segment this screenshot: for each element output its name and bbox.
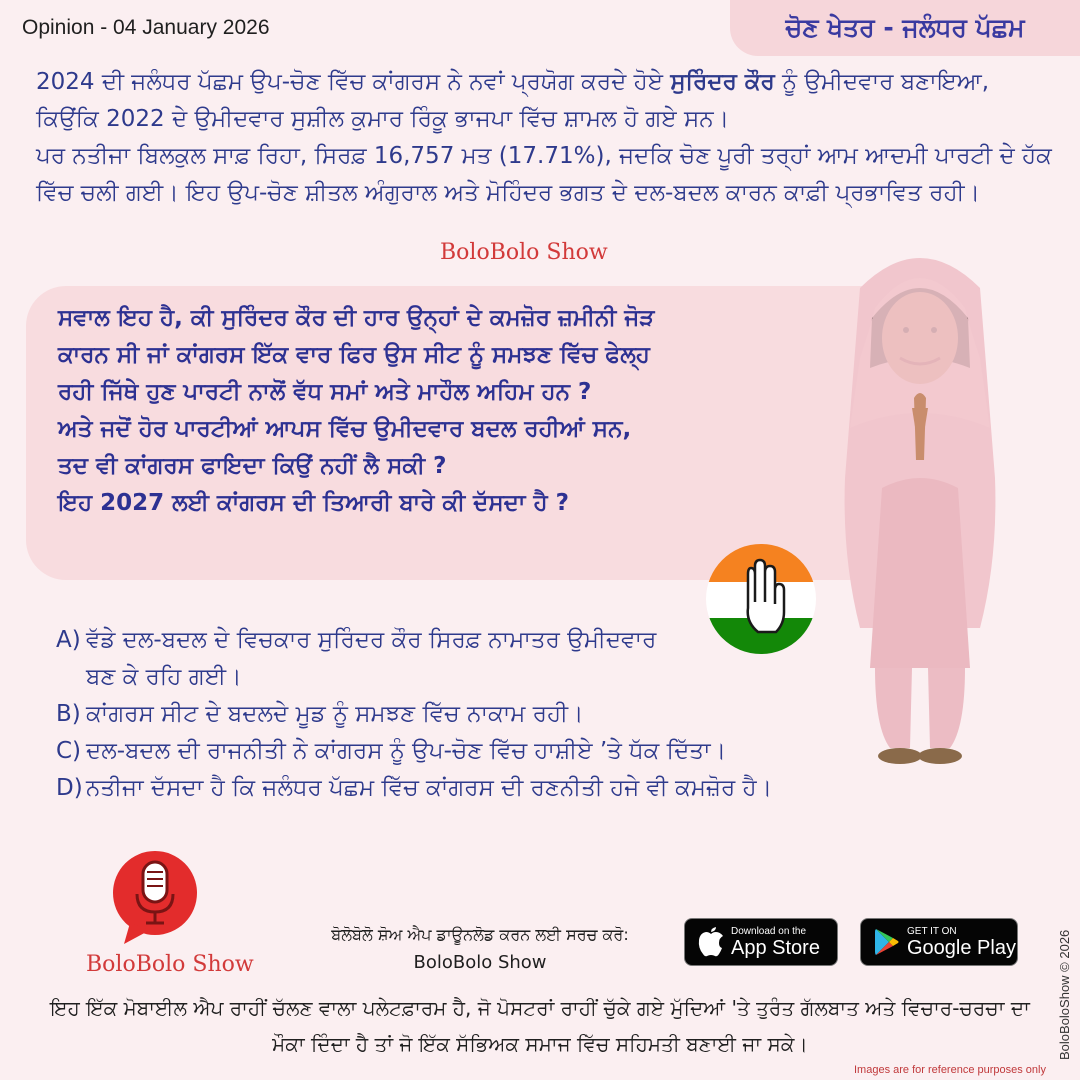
option-c[interactable]	[56, 733, 936, 770]
option-text: ਨਤੀਜਾ ਦੱਸਦਾ ਹੈ ਕਿ ਜਲੰਧਰ ਪੱਛਮ ਵਿੱਚ ਕਾਂਗਰਸ ਦੀ ਰਣਨੀਤੀ ਹਜੇ ਵੀ ਕਮਜ਼ੋਰ ਹੈ।	[86, 775, 773, 801]
google-play-small: GET IT ON	[907, 925, 957, 937]
option-letter: C)	[56, 738, 82, 764]
intro-part-3: ਪਰ ਨਤੀਜਾ ਬਿਲਕੁਲ ਸਾਫ਼ ਰਿਹਾ, ਸਿਰਫ਼ 16,757 ਮਤ (17.71%), ਜਦਕਿ ਚੋਣ ਪੂਰੀ ਤਰ੍ਹਾਂ ਆਮ ਆਦਮੀ ਪਾਰਟੀ ਦੇ ਹੱਕ ਵਿੱਚ ਚਲੀ ਗਈ। ਇਹ ਉਪ-ਚੋਣ ਸ਼ੀਤਲ ਅੰਗੁਰਾਲ ਅਤੇ ਮੋਹਿੰਦਰ ਭਗਤ ਦੇ ਦਲ-ਬਦਲ ਕਾਰਨ ਕਾਫ਼ੀ ਪ੍ਰਭਾਵਿਤ ਰਹੀ।	[36, 143, 1052, 206]
question-line: ਰਹੀ ਜਿੱਥੇ ਹੁਣ ਪਾਰਟੀ ਨਾਲੋਂ ਵੱਧ ਸਮਾਂ ਅਤੇ ਮਾਹੌਲ ਅਹਿਮ ਹਨ ?	[58, 379, 592, 405]
download-instruction: ਬੋਲੋਬੋਲੋ ਸ਼ੋਅ ਐਪ ਡਾਊਨਲੋਡ ਕਰਨ ਲਈ ਸਰਚ ਕਰੋ:	[331, 925, 629, 944]
footer-description: ਇਹ ਇੱਕ ਮੋਬਾਈਲ ਐਪ ਰਾਹੀਂ ਚੱਲਣ ਵਾਲਾ ਪਲੇਟਫ਼ਾਰਮ ਹੈ, ਜੋ ਪੋਸਟਰਾਂ ਰਾਹੀਂ ਚੁੱਕੇ ਗਏ ਮੁੱਦਿਆਂ 'ਤੇ ਤੁਰੰਤ ਗੱਲਬਾਤ ਅਤੇ ਵਿਚਾਰ-ਚਰਚਾ ਦਾ ਮੌਕਾ ਦਿੰਦਾ ਹੈ ਤਾਂ ਜੋ ਇੱਕ ਸੱਭਿਅਕ ਸਮਾਜ ਵਿੱਚ ਸਹਿਮਤੀ ਬਣਾਈ ਜਾ ਸਕੇ।	[50, 996, 1030, 1056]
question-line: ਇਹ 2027 ਲਈ ਕਾਂਗਰਸ ਦੀ ਤਿਆਰੀ ਬਾਰੇ ਕੀ ਦੱਸਦਾ ਹੈ ?	[58, 490, 569, 516]
option-text: ਵੱਡੇ ਦਲ-ਬਦਲ ਦੇ ਵਿਚਕਾਰ ਸੁਰਿੰਦਰ ਕੌਰ ਸਿਰਫ਼ ਨਾਮਾਤਰ ਉਮੀਦਵਾਰ ਬਣ ਕੇ ਰਹਿ ਗਈ।	[86, 627, 657, 690]
option-d[interactable]	[56, 770, 936, 807]
copyright-text: BoloBoloShow © 2026	[1057, 929, 1072, 1060]
question-text	[58, 300, 838, 522]
microphone-icon	[110, 848, 210, 948]
candidate-name: ਸੁਰਿੰਦਰ ਕੌਰ	[670, 69, 775, 95]
brand-watermark: BoloBolo Show	[440, 240, 608, 265]
question-line: ਅਤੇ ਜਦੋਂ ਹੋਰ ਪਾਰਟੀਆਂ ਆਪਸ ਵਿੱਚ ਉਮੀਦਵਾਰ ਬਦਲ ਰਹੀਆਂ ਸਨ,	[58, 416, 632, 442]
intro-part-2: ਨੂੰ ਉਮੀਦਵਾਰ ਬਣਾਇਆ, ਕਿਉਂਕਿ 2022 ਦੇ ਉਮੀਦਵਾਰ ਸੁਸ਼ੀਲ ਕੁਮਾਰ ਰਿੰਕੂ ਭਾਜਪਾ ਵਿੱਚ ਸ਼ਾਮਲ ਹੋ ਗਏ ਸਨ।	[36, 69, 990, 132]
intro-paragraph	[36, 64, 1056, 212]
opinion-date: Opinion - 04 January 2026	[22, 16, 270, 39]
option-letter: B)	[56, 701, 81, 727]
app-store-label: App Store	[731, 936, 820, 959]
google-play-label: Google Play	[907, 936, 1016, 959]
constituency-label: ਚੋਣ ਖੇਤਰ - ਜਲੰਧਰ ਪੱਛਮ	[785, 13, 1025, 42]
option-text: ਦਲ-ਬਦਲ ਦੀ ਰਾਜਨੀਤੀ ਨੇ ਕਾਂਗਰਸ ਨੂੰ ਉਪ-ਚੋਣ ਵਿੱਚ ਹਾਸ਼ੀਏ ’ਤੇ ਧੱਕ ਦਿੱਤਾ।	[86, 738, 727, 764]
google-play-icon	[867, 928, 907, 956]
option-a[interactable]	[56, 622, 936, 696]
google-play-button[interactable]	[860, 918, 1018, 966]
option-text: ਕਾਂਗਰਸ ਸੀਟ ਦੇ ਬਦਲਦੇ ਮੂਡ ਨੂੰ ਸਮਝਣ ਵਿੱਚ ਨਾਕਾਮ ਰਹੀ।	[86, 701, 584, 727]
brand-logo-text: BoloBolo Show	[86, 952, 254, 977]
option-b[interactable]	[56, 696, 936, 733]
option-letter: D)	[56, 775, 83, 801]
intro-part-1: 2024 ਦੀ ਜਲੰਧਰ ਪੱਛਮ ਉਪ-ਚੋਣ ਵਿੱਚ ਕਾਂਗਰਸ ਨੇ ਨਵਾਂ ਪ੍ਰਯੋਗ ਕਰਦੇ ਹੋਏ	[36, 69, 671, 95]
download-prompt	[300, 922, 660, 976]
option-letter: A)	[56, 627, 81, 653]
apple-icon	[691, 927, 731, 957]
app-store-button[interactable]	[684, 918, 838, 966]
answer-options	[56, 622, 936, 807]
question-line: ਕਾਰਨ ਸੀ ਜਾਂ ਕਾਂਗਰਸ ਇੱਕ ਵਾਰ ਫਿਰ ਉਸ ਸੀਟ ਨੂੰ ਸਮਝਣ ਵਿੱਚ ਫੇਲ੍ਹ	[58, 342, 650, 368]
image-disclaimer: Images are for reference purposes only	[854, 1064, 1046, 1076]
question-line: ਸਵਾਲ ਇਹ ਹੈ, ਕੀ ਸੁਰਿੰਦਰ ਕੌਰ ਦੀ ਹਾਰ ਉਨ੍ਹਾਂ ਦੇ ਕਮਜ਼ੋਰ ਜ਼ਮੀਨੀ ਜੋੜ	[58, 305, 655, 331]
app-store-small: Download on the	[731, 925, 807, 937]
question-line: ਤਦ ਵੀ ਕਾਂਗਰਸ ਫਾਇਦਾ ਕਿਉਂ ਨਹੀਂ ਲੈ ਸਕੀ ?	[58, 453, 447, 479]
constituency-badge	[730, 0, 1080, 56]
app-search-name: BoloBolo Show	[413, 952, 547, 973]
